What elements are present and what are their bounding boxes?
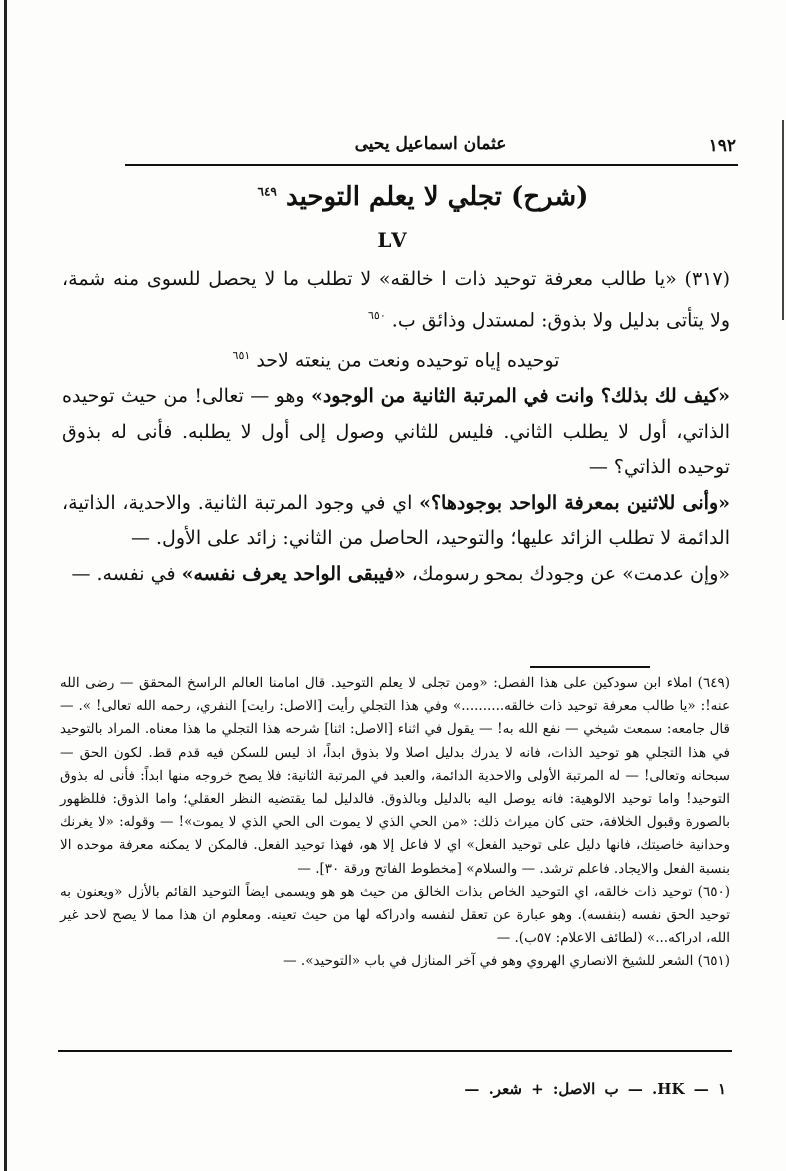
quote-yabqa: «فيبقى الواحد يعرف نفسه» xyxy=(181,562,406,585)
section-title xyxy=(120,182,726,212)
page-header xyxy=(125,130,736,164)
footnote-649: (٦٤٩) املاء ابن سودكين على هذا الفصل: «ومن تجلى لا يعلم التوحيد. قال امامنا العالم الراسخ المحقق — رضى الله عنه!: «يا طالب معرفة توحيد ذات خالقه..........» وفي هذا التجلي رأيت [الاصل: رايت] النفري، رحمه الله تعالى! ». — قال جامعه: سمعت شيخي — نفع الله به! — يقول في اثناء [الاصل: اثنا] شرحه هذا التجلي ما هذا معناه. المراد بالتوحيد في هذا التجلي هو توحيد الذات، فانه لا يدرك بدليل اصلا ولا بذوق ابداً، اذ ليس للسكن فيه قدم قط. لكون الحق — سبحانه وتعالى! — له المرتبة الأولى والاحدية الدائمة، والعبد في المرتبة الثانية: فلا يصح خروجه منها ابداً: فأنى له بذوق التوحيد! واما توحيد الالوهية: فانه يوصل اليه بالدليل وبالذوق. فالدليل لما يقتضيه النظر العقلي؛ واما الذوق: فللظهور بالصورة وقبول الخلافة، حتى كان ميراث ذلك: «من الحي الذي لا يموت الى الحي الذي لا يموت»! — وقوله: «لا يغرنك وحدانية خاصيتك، فانها دليل على توحيد الفعل» اي لا فاعل إلا هو، فهذا توحيد الفعل. فالمكن لا يمكنه معرفة موحده الا بنسبة الفعل والايجاد. فاعلم ترشد. — والسلام» [مخطوط الفاتح ورقة ٣٠]. — xyxy=(60,675,730,877)
running-title: عثمان اسماعيل يحيى xyxy=(354,134,507,154)
commentary-kayfa: وهو — تعالى! من حيث توحيده الذاتي، أول لا يطلب الثاني. فليس للثاني وصول إلى أول لا يطلبه. فأنى له بذوق توحيده الذاتي؟ — xyxy=(62,385,730,479)
scan-edge xyxy=(4,0,7,1171)
quote-anna: «وأنى للاثنين بمعرفة الواحد بوجودها؟» xyxy=(419,491,730,514)
section-title-text: (شرح) تجلي لا يعلم التوحيد xyxy=(285,182,589,212)
quote-kayfa: «كيف لك بذلك؟ وانت في المرتبة الثانية من الوجود» xyxy=(310,385,730,408)
paragraph-kayfa xyxy=(62,379,730,486)
footnote-650: (٦٥٠) توحيد ذات خالقه، اي التوحيد الخاص بذات الخالق من حيث هو هو ويسمى ايضاً التوحيد القائم بالأزل «ويعنون به توحيد الحق نفسه (بنفسه). وهو عبارة عن تعقل لنفسه وادراكه لها من حيث تعينه. ومعلوم ان هذا مما لا يصح لاحد غير الله، ادراكه...» (لطائف الاعلام: ٥٧ب). — xyxy=(60,883,730,947)
footnotes xyxy=(60,672,730,974)
title-note-ref: ٦٤٩ xyxy=(257,184,277,199)
verse-line xyxy=(62,338,730,379)
paragraph-317 xyxy=(62,262,730,338)
commentary-anna: اي في وجود المرتبة الثانية. والاحدية، الذاتية، الدائمة لا تطلب الزائد عليها؛ والتوحيد، الحاصل من الثاني: زائد على الأول. — xyxy=(62,491,730,550)
scan-edge-right xyxy=(782,120,784,320)
header-divider xyxy=(125,164,738,166)
page-number: ١٩٢ xyxy=(708,136,736,156)
note-ref-650: ٦٥٠ xyxy=(368,308,386,322)
paragraph-adimta xyxy=(62,557,730,593)
quote-adimta: «وإن عدمت» عن وجودك بمحو رسومك، xyxy=(405,562,730,585)
footnote-divider xyxy=(530,666,650,668)
section-number: LV xyxy=(377,228,409,252)
note-ref-651: ٦٥١ xyxy=(232,349,251,363)
paragraph-317-text: (٣١٧) «يا طالب معرفة توحيد ذات ا خالقه» لا تطلب ما لا يحصل للسوى منه شمة، ولا يتأتى بدليل ولا بذوق: لمستدل وذائق ب. xyxy=(62,268,730,331)
apparatus-divider xyxy=(58,1050,732,1052)
variant-readings: ١ — HK. — ب الاصل: + شعر. — xyxy=(464,1080,726,1098)
paragraph-anna xyxy=(62,486,730,557)
footnote-651: (٦٥١) الشعر للشيخ الانصاري الهروي وهو في آخر المنازل في باب «التوحيد». — xyxy=(283,953,730,970)
main-text xyxy=(62,262,730,592)
verse-text: توحيده إياه توحيده ونعت من ينعته لاحد xyxy=(256,349,560,372)
commentary-adimta: في نفسه. — xyxy=(71,562,182,585)
